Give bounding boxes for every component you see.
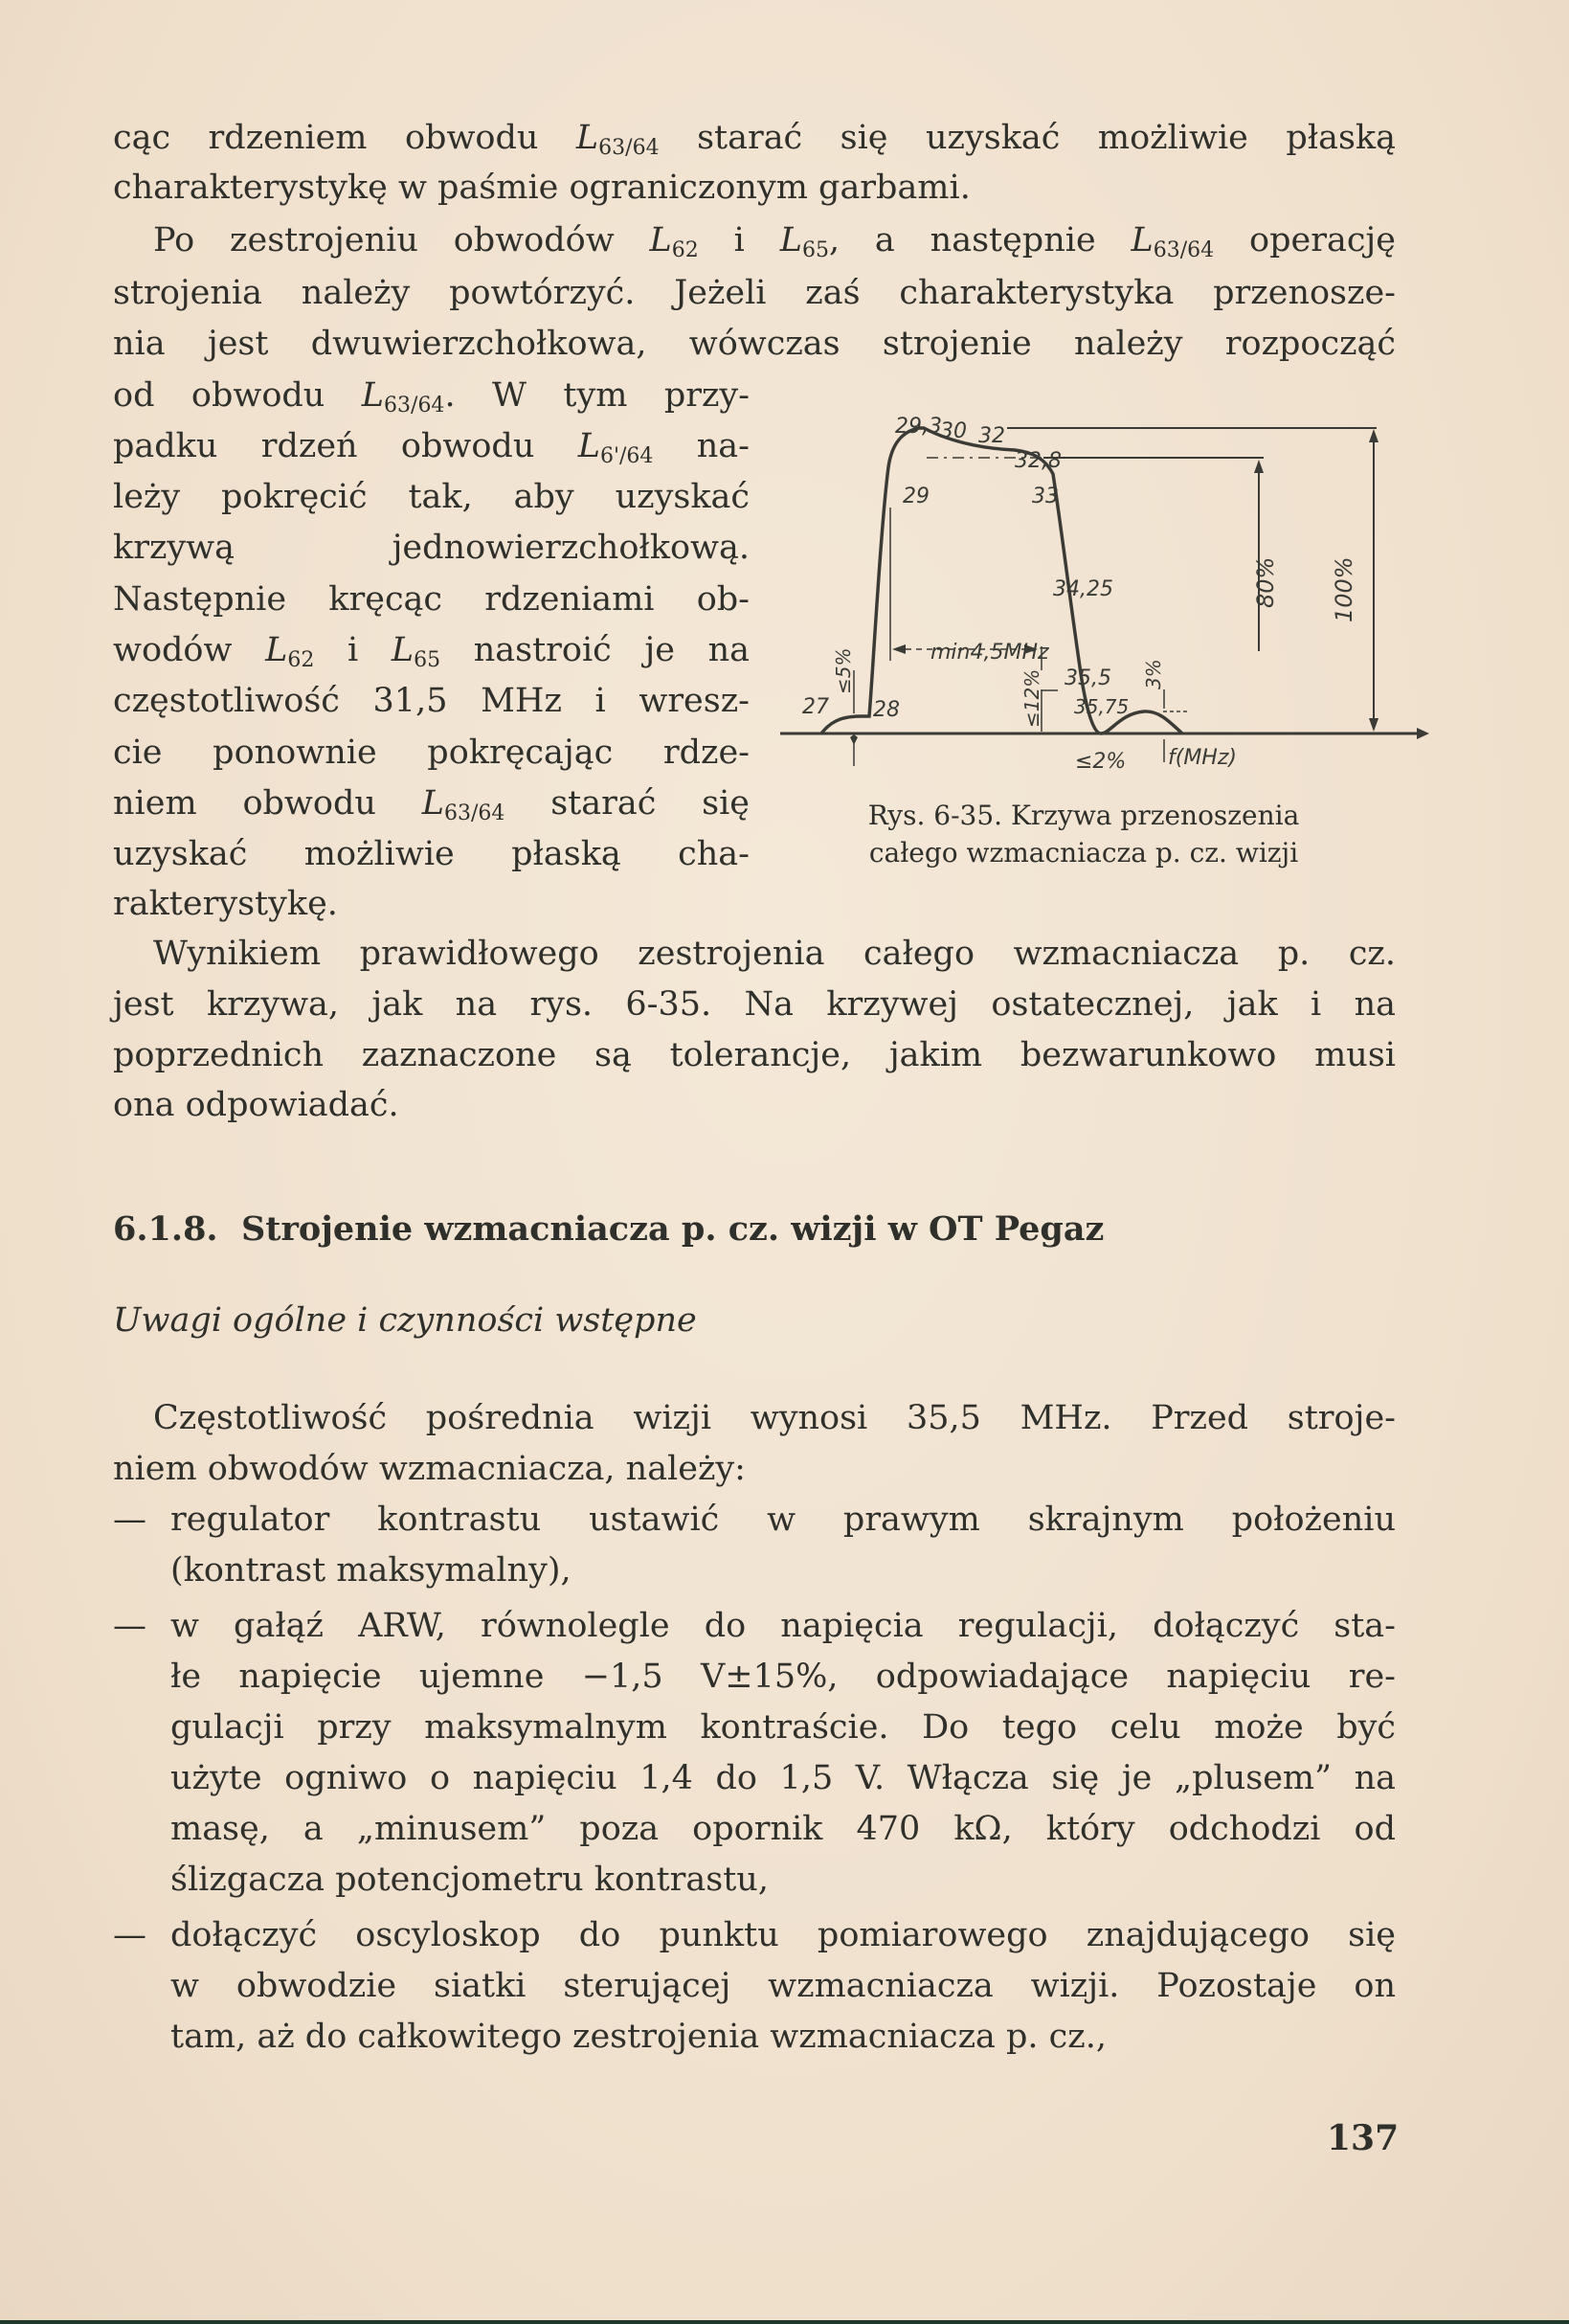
text-fragment: i bbox=[698, 221, 780, 259]
label-32: 32 bbox=[978, 424, 1005, 448]
symbol-L: L bbox=[649, 221, 672, 259]
section-subheading: Uwagi ogólne i czynności wstępne bbox=[113, 1301, 697, 1340]
label-tolerance-5: ≤5% bbox=[832, 647, 855, 694]
list-item-line: gulacji przy maksymalnym kontraście. Do tego celu może być bbox=[170, 1708, 1396, 1747]
text-line: jest krzywa, jak na rys. 6-35. Na krzywej ostatecznej, jak i na bbox=[113, 985, 1396, 1024]
subscript: 65 bbox=[414, 648, 441, 672]
list-item-line: ślizgacza potencjometru kontrastu, bbox=[170, 1861, 769, 1899]
subscript: 62 bbox=[287, 648, 315, 672]
label-tolerance-12: ≤12% bbox=[1020, 668, 1043, 728]
text-line: strojenia należy powtórzyć. Jeżeli zaś charakterystyka przenosze- bbox=[113, 274, 1396, 312]
symbol-L: L bbox=[1131, 221, 1154, 259]
subscript: 6'/64 bbox=[599, 444, 654, 468]
label-35-5: 35,5 bbox=[1065, 666, 1111, 690]
label-28: 28 bbox=[873, 698, 900, 722]
list-item-line: masę, a „minusem” poza opornik 470 kΩ, który odchodzi od bbox=[170, 1810, 1396, 1848]
subscript: 63/64 bbox=[443, 801, 505, 825]
label-100-percent: 100% bbox=[1331, 556, 1357, 622]
response-curve bbox=[821, 428, 1182, 733]
symbol-L: L bbox=[361, 376, 385, 415]
text-fragment: niem obwodu bbox=[113, 784, 422, 823]
page-number: 137 bbox=[1327, 2118, 1400, 2158]
axis-label-frequency: f(MHz) bbox=[1168, 746, 1237, 770]
text-line: niem obwodów wzmacniacza, należy: bbox=[113, 1450, 746, 1488]
text-fragment: cąc rdzeniem obwodu bbox=[113, 119, 576, 157]
symbol-L: L bbox=[577, 427, 600, 465]
text-line: Następnie kręcąc rdzeniami ob- bbox=[113, 580, 750, 619]
text-line: Wynikiem prawidłowego zestrojenia całego wzmacniacza p. cz. bbox=[153, 935, 1396, 973]
list-item-line: w gałąź ARW, równolegle do napięcia regulacji, dołączyć sta- bbox=[170, 1607, 1396, 1645]
figure-caption-line2: całego wzmacniacza p. cz. wizji bbox=[868, 837, 1299, 869]
label-30: 30 bbox=[940, 419, 967, 443]
text-fragment: starać się bbox=[504, 784, 750, 823]
label-29: 29 bbox=[903, 485, 930, 508]
label-27: 27 bbox=[802, 695, 829, 719]
symbol-L: L bbox=[575, 119, 599, 157]
list-item-line: dołączyć oscyloskop do punktu pomiarowego znajdującego się bbox=[170, 1916, 1396, 1954]
list-dash: — bbox=[113, 1500, 146, 1539]
label-34-25: 34,25 bbox=[1053, 577, 1113, 601]
list-item-line: tam, aż do całkowitego zestrojenia wzmacniacza p. cz., bbox=[170, 2018, 1107, 2056]
list-item-line: (kontrast maksymalny), bbox=[170, 1551, 572, 1590]
text-fragment: i bbox=[314, 631, 392, 669]
text-line: ona odpowiadać. bbox=[113, 1086, 399, 1124]
label-35-75: 35,75 bbox=[1074, 695, 1130, 718]
label-tolerance-2: ≤2% bbox=[1075, 750, 1127, 774]
text-fragment: Po zestrojeniu obwodów bbox=[153, 221, 650, 259]
text-fragment: starać się uzyskać możliwie płaską bbox=[659, 119, 1396, 157]
subscript: 62 bbox=[671, 238, 699, 262]
symbol-L: L bbox=[391, 631, 415, 669]
text-fragment: nastroić je na bbox=[440, 631, 750, 669]
text-line: rakterystykę. bbox=[113, 885, 338, 923]
section-heading bbox=[113, 1205, 1396, 1254]
text-line: częstotliwość 31,5 MHz i wresz- bbox=[113, 682, 750, 720]
symbol-L: L bbox=[779, 221, 802, 259]
symbol-L: L bbox=[265, 631, 288, 669]
text-line: cie ponownie pokręcając rdze- bbox=[113, 733, 750, 772]
list-item-line: użyte ogniwo o napięciu 1,4 do 1,5 V. Włącza się je „plusem” na bbox=[170, 1759, 1396, 1797]
subscript: 63/64 bbox=[598, 136, 660, 160]
list-item-line: łe napięcie ujemne −1,5 V±15%, odpowiadające napięciu re- bbox=[170, 1658, 1396, 1696]
text-line: krzywą jednowierzchołkową. bbox=[113, 529, 750, 567]
figure-caption-line1: Rys. 6-35. Krzywa przenoszenia bbox=[867, 800, 1300, 831]
subscript: 65 bbox=[801, 238, 829, 262]
text-line: leży pokręcić tak, aby uzyskać bbox=[113, 478, 750, 516]
text-line: nia jest dwuwierzchołkowa, wówczas strojenie należy rozpocząć bbox=[113, 325, 1396, 363]
subscript: 63/64 bbox=[384, 394, 445, 417]
list-item-line: w obwodzie siatki sterującej wzmacniacza wizji. Pozostaje on bbox=[170, 1967, 1396, 2005]
list-dash: — bbox=[113, 1916, 146, 1954]
transfer-curve-figure bbox=[766, 383, 1436, 785]
axis-arrow-icon bbox=[1417, 728, 1429, 739]
label-33: 33 bbox=[1032, 485, 1059, 508]
section-title: Strojenie wzmacniacza p. cz. wizji w OT Pegaz bbox=[241, 1209, 1105, 1249]
text-line bbox=[153, 215, 1396, 276]
text-line: uzyskać możliwie płaską cha- bbox=[113, 835, 750, 873]
text-fragment: operację bbox=[1214, 221, 1396, 259]
text-fragment: wodów bbox=[113, 631, 266, 669]
label-bandwidth: min4,5MHz bbox=[930, 641, 1049, 665]
text-fragment: padku rdzeń obwodu bbox=[113, 427, 578, 465]
subscript: 63/64 bbox=[1153, 238, 1215, 262]
label-29-3: 29,3 bbox=[895, 415, 942, 439]
text-fragment: , a następnie bbox=[828, 221, 1132, 259]
list-item-line: regulator kontrastu ustawić w prawym skrajnym położeniu bbox=[170, 1500, 1396, 1539]
symbol-L: L bbox=[421, 784, 444, 823]
text-fragment: od obwodu bbox=[113, 376, 362, 415]
text-line: charakterystykę w paśmie ograniczonym garbami. bbox=[113, 169, 971, 207]
text-fragment: na- bbox=[653, 427, 750, 465]
section-number: 6.1.8. bbox=[113, 1209, 218, 1249]
label-tolerance-3: 3% bbox=[1142, 659, 1165, 689]
text-line: poprzednich zaznaczone są tolerancje, jakim bezwarunkowo musi bbox=[113, 1036, 1396, 1074]
label-80-percent: 80% bbox=[1252, 556, 1279, 608]
label-32-8: 32,8 bbox=[1015, 449, 1062, 473]
text-line: Częstotliwość pośrednia wizji wynosi 35,5 MHz. Przed stroje- bbox=[153, 1399, 1396, 1437]
text-fragment: . W tym przy- bbox=[444, 376, 750, 415]
scan-edge bbox=[0, 2320, 1569, 2324]
list-dash: — bbox=[113, 1607, 146, 1645]
